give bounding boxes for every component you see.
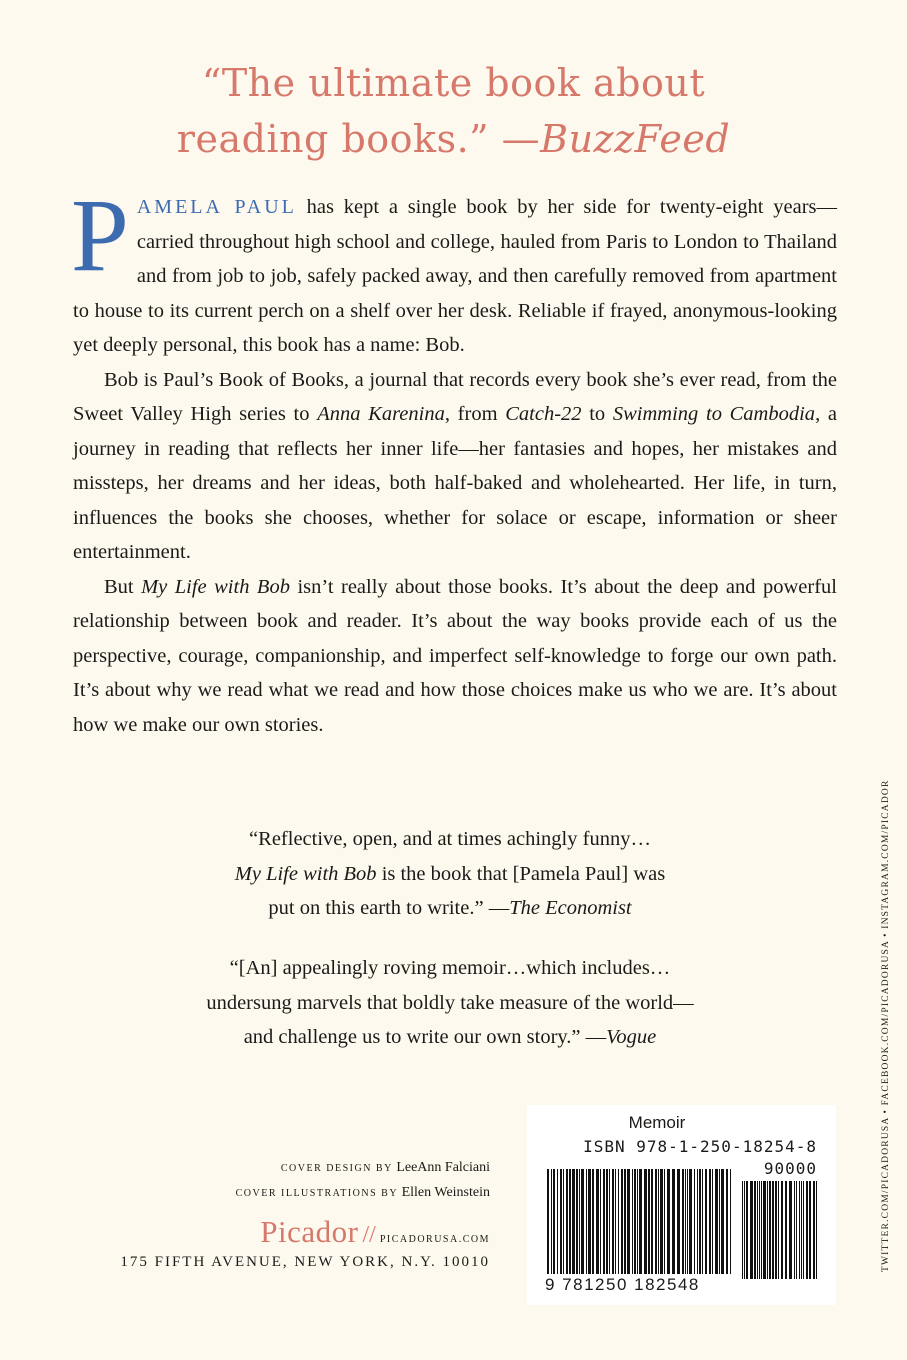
quote-2-line-1: “[An] appealingly roving memoir…which includes… [229,957,671,979]
barcode-bar [664,1169,665,1274]
genre-label: Memoir [628,1113,686,1132]
description-paragraph-1 [71,178,838,363]
barcode-bar [586,1169,587,1274]
barcode-bar [785,1181,787,1279]
barcode-bar [726,1169,728,1274]
barcode-bar [685,1169,686,1274]
credit-label: COVER ILLUSTRATIONS BY [235,1188,399,1199]
barcode-number: 9 781250 182548 [545,1275,700,1294]
barcode-bar [576,1169,578,1274]
barcode-bar [789,1181,792,1279]
barcode-bar [769,1181,771,1279]
quote-2-line-3-text: and challenge us to write our own story.” — [243,1026,607,1048]
barcode-bar [551,1169,552,1274]
barcode-bar [694,1169,695,1274]
barcode-bar [648,1169,650,1274]
barcode-bar [796,1181,797,1279]
barcode-bar [806,1181,808,1279]
credit-label: COVER DESIGN BY [280,1163,393,1174]
book-description [71,178,838,742]
headline-line-2-text: reading books.” — [176,117,541,161]
barcode-bar [588,1169,591,1274]
credit-name: LeeAnn Falciani [396,1160,490,1175]
barcode-bar [592,1169,594,1274]
barcode-bar [744,1181,745,1279]
barcode-bar [763,1181,766,1279]
barcode-bar [547,1169,549,1274]
author-name: AMELA PAUL [136,196,297,218]
barcode-bar [569,1169,571,1274]
p3-text-a: But [104,575,142,598]
headline-line-2 [0,111,907,167]
barcode-bar [759,1181,760,1279]
barcode-bar [612,1169,614,1274]
quote-1-line-3 [120,891,780,926]
publisher-address: 175 FIFTH AVENUE, NEW YORK, N.Y. 10010 [120,1254,490,1270]
barcode-bar [761,1181,762,1279]
barcode-bar [553,1169,555,1274]
isbn-text: ISBN 978-1-250-18254-8 [583,1137,817,1156]
paragraph-1-text: has kept a single book by her side for twenty-eight years—carried throughout high school and college, hauled from Paris to London to Thailand and from job to job, safely packed away, and then carefully removed from apartment to house to its current perch on a shelf over her desk. Reliable if frayed, anonymous-looking yet deeply personal, this book has a name: Bob. [73,196,838,356]
barcode-bar [746,1181,748,1279]
credit-cover-design [120,1160,490,1176]
barcode-bar [813,1181,815,1279]
barcode-bar [603,1169,605,1274]
description-paragraph-3 [73,570,837,743]
quote-1-line-1: “Reflective, open, and at times achingly funny… [249,828,651,850]
barcode-bar [742,1181,743,1279]
barcode-bar [667,1169,670,1274]
review-quote-vogue [120,951,780,1055]
barcode-bar [794,1181,795,1279]
barcode-bar [705,1169,707,1274]
barcode-bar [660,1169,663,1274]
title-catch-22: Catch-22 [505,403,582,425]
publisher-line [150,1214,490,1250]
price-code: 90000 [763,1159,817,1178]
barcode-bar [799,1181,800,1279]
barcode-bar [618,1169,619,1274]
barcode-bar [606,1169,608,1274]
barcode-bar [560,1169,562,1274]
barcode-bar [721,1169,724,1274]
barcode-bar [563,1169,564,1274]
barcode-bar [809,1181,811,1279]
headline-line-1: “The ultimate book about [201,61,706,105]
barcode-bar [672,1169,675,1274]
credit-cover-illustrations [120,1185,490,1201]
quote-2-source: Vogue [606,1026,657,1048]
barcode-bar [775,1181,777,1279]
barcode-bar [801,1181,802,1279]
barcode-bar [682,1169,684,1274]
social-media-links: TWITTER.COM/PICADORUSA • FACEBOOK.COM/PICADORUSA • INSTAGRAM.COM/PICADOR [881,779,891,1272]
barcode-bar [596,1169,599,1274]
p2-text-e: to [581,403,613,425]
description-paragraph-2 [73,363,837,570]
barcode-bars [527,1159,836,1279]
barcode-bar [709,1169,711,1274]
quote-1-title: My Life with Bob [234,862,377,885]
barcode-bar [627,1169,630,1274]
barcode-bar [624,1169,626,1274]
barcode-bar [581,1169,584,1274]
barcode-bar [579,1169,580,1274]
barcode-bar [615,1169,616,1274]
barcode-bar [767,1181,768,1279]
quote-2-line-2: undersung marvels that boldly take measure of the world— [206,991,694,1014]
publisher-name: Picador [260,1214,359,1249]
p2-text-g: , a journey in reading that reflects her inner life—her fantasies and hopes, her mistakes and missteps, her dreams and her ideas, both half-baked and wholehearted. Her life, in turn, influences the books she chooses, whether for solace or escape, information or sheer entertainment. [73,403,837,563]
barcode-bar [677,1169,680,1274]
title-swimming-to-cambodia: Swimming to Cambodia [612,403,816,425]
barcode-bar [816,1181,817,1279]
barcode-bar [621,1169,623,1274]
title-anna-karenina: Anna Karenina [317,403,445,425]
barcode-bar [803,1181,804,1279]
review-quote-economist [120,822,780,926]
barcode-bar [632,1169,633,1274]
barcode-bar [778,1181,779,1279]
barcode-bar [712,1169,713,1274]
barcode-bar [730,1169,731,1274]
barcode-bar [600,1169,601,1274]
barcode-bar [687,1169,688,1274]
drop-cap: P [71,178,129,293]
barcode-bar [754,1181,756,1279]
title-my-life-with-bob: My Life with Bob [141,575,290,598]
quote-2-line-3 [120,1020,780,1055]
quote-1-line-2 [120,857,780,892]
barcode-bar [699,1169,701,1274]
barcode-bar [639,1169,642,1274]
headline-quote [0,55,907,167]
barcode-bar [772,1181,774,1279]
barcode-bar [715,1169,718,1274]
barcode-bar [689,1169,692,1274]
barcode-bar [572,1169,575,1274]
barcode-bar [609,1169,610,1274]
headline-source: BuzzFeed [540,117,731,161]
publisher-url: PICADORUSA.COM [379,1234,490,1245]
credit-name: Ellen Weinstein [401,1185,490,1200]
barcode-bar [750,1181,753,1279]
barcode-panel [527,1105,836,1305]
barcode-bar [757,1181,758,1279]
p2-text-a: Bob is Paul’s Book of Books, a journal that records every book she’s ever read, from the Sweet Valley High series to [73,368,837,425]
barcode-bar [566,1169,568,1274]
barcode-bar [634,1169,636,1274]
barcode-bar [655,1169,657,1274]
p3-text-c: isn’t really about those books. It’s about the deep and powerful relationship between book and reader. It’s about the way books provide each of us the perspective, courage, companionship, and imperfect self-knowledge to forge our own path. It’s about why we read what we read and how those choices make us who we are. It’s about how we make our own stories. [73,575,838,736]
quote-1-line-2-rest: is the book that [Pamela Paul] was [376,862,666,885]
barcode-bar [697,1169,698,1274]
barcode-bar [719,1169,720,1274]
barcode-bar [658,1169,659,1274]
barcode-bar [781,1181,783,1279]
barcode-bar [702,1169,703,1274]
barcode-bar [637,1169,638,1274]
barcode-bar [644,1169,647,1274]
quote-1-source: The Economist [509,897,632,919]
p2-text-c: , from [444,403,506,425]
publisher-slash: // [362,1222,376,1248]
barcode-bar [651,1169,653,1274]
barcode-bar [557,1169,558,1274]
quote-1-line-3-text: put on this earth to write.” — [268,897,510,919]
